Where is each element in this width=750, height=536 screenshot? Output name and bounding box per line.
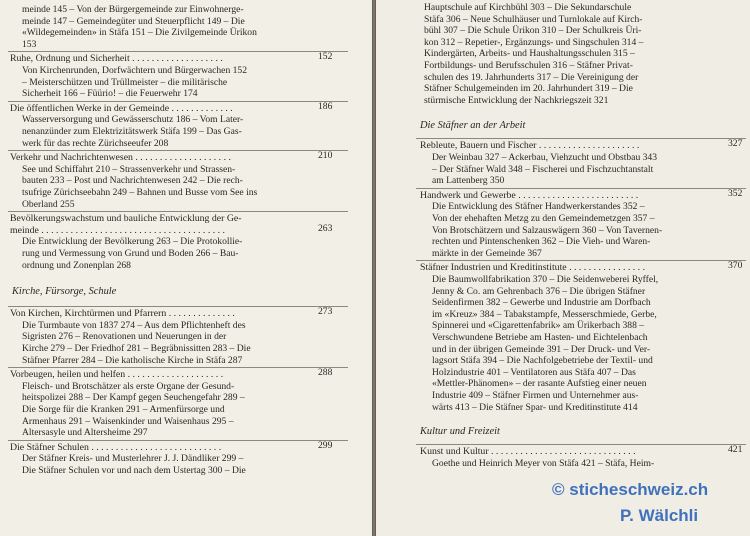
watermark-line-2: P. Wälchli (620, 506, 699, 525)
entry-subline: Der Stäfner Kreis- und Musterlehrer J. J. Dändliker 299 – (22, 453, 244, 465)
entry-subline: werk für das rechte Zürichseeufer 208 (22, 137, 169, 149)
entry-subline: Die Entwicklung des Stäfner Handwerkerstandes 352 – (432, 201, 645, 213)
entry-subline: Von Brotschätzern und Salzauswägern 360 – Von Tavernen- (432, 224, 663, 236)
section-title: Kirche, Fürsorge, Schule (12, 286, 117, 298)
entry-subline: Die Baumwollfabrikation 370 – Die Seidenweberei Ryffel, (432, 274, 659, 285)
entry-rule (416, 260, 746, 261)
entry-subline: Der Weinbau 327 – Ackerbau, Viehzucht und Obstbau 343 (432, 152, 658, 163)
entry-rule (416, 188, 746, 189)
section-title: Kultur und Freizeit (420, 426, 500, 438)
entry-subline: – Meisterschützen und Trüllmeister – die militärische (22, 76, 228, 88)
entry-page-number: 299 (318, 439, 333, 451)
entry-subline: See und Schiffahrt 210 – Strassenverkehr und Strassen- (22, 163, 236, 175)
entry-rule (416, 138, 746, 139)
intro-line: Stäfner Schulgemeinden im 20. Jahrhundert 319 – Die (424, 83, 633, 95)
entry-subline: Fleisch- und Brotschätzer als erste Organe der Gesund- (22, 380, 235, 392)
entry-subline: Spinnerei und «Cigarettenfabrik» am Ürikerbach 388 – (432, 320, 645, 332)
entry-subline: Die Sorge für die Kranken 291 – Armenfürsorge und (22, 404, 225, 415)
entry-subline: Industrie 409 – Stäfner Firmen und Unternehmer aus- (432, 390, 639, 401)
entry-heading-cont: meinde . . . . . . . . . . . . . . . . . . . . . . . . . . . . . . . . . . . . . . (10, 224, 225, 236)
entry-page-number: 210 (318, 150, 333, 162)
entry-subline: lagsort Stäfa 394 – Die Nachfolgebetriebe der Textil- und (432, 355, 653, 367)
entry-subline: Die Stäfner Schulen vor und nach dem Ustertag 300 – Die (22, 465, 246, 476)
entry-subline: Kirche 279 – Der Friedhof 281 – Begräbnissitten 283 – Die (22, 343, 251, 354)
intro-line: «Wildegemeinden» in Stäfa 151 – Die Zivilgemeinde Ürikon (22, 27, 257, 39)
entry-subline: Verschwundene Betriebe am Hasten- und Eichtelenbach (432, 332, 648, 343)
entry-subline: Von Kirchenrunden, Dorfwächtern und Bürgerwachen 152 (22, 65, 248, 76)
entry-page-number: 327 (728, 138, 743, 150)
entry-rule (8, 101, 348, 102)
entry-subline: nenanzünder zum Elektrizitätswerk Stäfa 199 – Das Gas- (22, 126, 242, 137)
entry-subline: wärts 413 – Die Stäfner Spar- und Kreditinstitute 414 (432, 401, 638, 413)
entry-subline: Sicherheit 166 – Füürio! – die Feuerwehr 174 (22, 88, 198, 100)
intro-line: meinde 145 – Von der Bürgergemeinde zur Einwohnerge- (22, 4, 244, 15)
intro-line: stürmische Entwicklung der Nachkriegszeit 321 (424, 94, 609, 106)
entry-heading: Handwerk und Gewerbe . . . . . . . . . . . . . . . . . . . . . . . . . (420, 189, 639, 201)
intro-line: bühl 307 – Die Schule Ürikon 310 – Der Schulkreis Üri- (424, 25, 642, 37)
entry-heading: Vorbeugen, heilen und helfen . . . . . . . . . . . . . . . . . . . . (10, 369, 224, 381)
entry-heading: Die öffentlichen Werke in der Gemeinde . . . . . . . . . . . . . (10, 102, 233, 114)
entry-heading: Ruhe, Ordnung und Sicherheit . . . . . . . . . . . . . . . . . . . (10, 53, 223, 65)
entry-subline: Die Entwicklung der Bevölkerung 263 – Die Protokollie- (22, 236, 243, 248)
entry-heading: Von Kirchen, Kirchtürmen und Pfarrern . . . . . . . . . . . . . . (10, 308, 235, 320)
entry-subline: Holzindustrie 401 – Ventilatoren aus Stäfa 407 – Das (432, 366, 636, 378)
entry-rule (8, 51, 348, 52)
entry-page-number: 421 (728, 444, 743, 456)
entry-rule (8, 150, 348, 151)
entry-subline: bauten 233 – Post und Nachrichtenwesen 242 – Die rech- (22, 175, 243, 187)
intro-line: meinde 147 – Gemeindegüter und Steuerpflicht 149 – Die (22, 15, 245, 27)
entry-subline: ordnung und Zonenplan 268 (22, 259, 131, 271)
entry-subline: Jenny & Co. am Gehrenbach 376 – Die übrigen Stäfner (432, 285, 646, 297)
entry-subline: – Der Stäfner Wald 348 – Fischerei und Fischzuchtanstalt (432, 163, 654, 175)
entry-page-number: 273 (318, 306, 333, 318)
entry-heading: Kunst und Kultur . . . . . . . . . . . . . . . . . . . . . . . . . . . . . . (420, 446, 636, 458)
entry-subline: Stäfner Pfarrer 284 – Die katholische Kirche in Stäfa 287 (22, 354, 243, 366)
entry-subline: rechten und Pintenschenken 362 – Die Vieh- und Waren- (432, 236, 651, 248)
entry-heading: Rebleute, Bauern und Fischer . . . . . . . . . . . . . . . . . . . . . (420, 140, 640, 152)
entry-subline: am Lattenberg 350 (432, 175, 505, 187)
watermark-line-1: © sticheschweiz.ch (552, 480, 709, 499)
entry-subline: Oberland 255 (22, 198, 75, 210)
entry-page-number: 152 (318, 51, 333, 63)
entry-subline: Seidenfirmen 382 – Gewerbe und Industrie am Dorfbach (432, 297, 651, 309)
intro-line: Kindergärten, Arbeits- und Haushaltungsschulen 315 – (424, 48, 635, 60)
entry-rule (8, 211, 348, 212)
intro-line: 153 (22, 38, 37, 50)
intro-line: Fortbildungs- und Berufsschulen 316 – Stäfner Privat- (424, 60, 633, 71)
intro-line: Hauptschule auf Kirchbühl 303 – Die Sekundarschule (424, 2, 632, 13)
entry-subline: tsufrige Zürichseebahn 249 – Bahnen und Busse vom See ins (22, 187, 258, 198)
entry-subline: Armenhaus 291 – Waisenkinder und Waisenhaus 295 – (22, 415, 234, 427)
entry-heading: Stäfner Industrien und Kreditinstitute . . . . . . . . . . . . . . . . (420, 262, 646, 274)
entry-subline: Die Turmbaute von 1837 274 – Aus dem Pflichtenheft des (22, 319, 246, 331)
entry-subline: und in der übrigen Gemeinde 391 – Der Druck- und Ver- (432, 343, 651, 355)
entry-subline: märkte in der Gemeinde 367 (432, 247, 542, 259)
entry-rule (8, 440, 348, 441)
entry-heading: Verkehr und Nachrichtenwesen . . . . . . . . . . . . . . . . . . . . (10, 152, 231, 164)
entry-subline: Von der ehehaften Metzg zu den Gemeindemetzgen 357 – (432, 213, 655, 224)
entry-rule (8, 367, 348, 368)
entry-subline: Altersasyle und Altersheime 297 (22, 427, 148, 439)
intro-line: schulen des 19. Jahrhunderts 317 – Die Vereinigung der (424, 71, 639, 83)
intro-line: kon 312 – Repetier-, Ergänzungs- und Singschulen 314 – (424, 36, 644, 48)
entry-heading: Die Stäfner Schulen . . . . . . . . . . . . . . . . . . . . . . . . . . . (10, 441, 222, 453)
entry-page-number: 370 (728, 260, 743, 272)
entry-page-number: 288 (318, 367, 333, 379)
entry-subline: rung und Vermessung von Grund und Boden 266 – Bau- (22, 248, 239, 259)
entry-subline: im «Kreuz» 384 – Tabakstampfe, Messerschmiede, Gerbe, (432, 308, 657, 320)
entry-page-number: 352 (728, 187, 743, 199)
entry-subline: heitspolizei 288 – Der Kampf gegen Seuchengefahr 289 – (22, 392, 245, 404)
entry-subline: Wasserversorgung und Gewässerschutz 186 – Vom Later- (22, 114, 244, 126)
entry-rule (416, 444, 746, 445)
section-title: Die Stäfner an der Arbeit (420, 120, 526, 132)
entry-heading: Bevölkerungswachstum und bauliche Entwicklung der Ge- (10, 213, 242, 225)
entry-page-number: 186 (318, 100, 333, 112)
entry-subline: Goethe und Heinrich Meyer von Stäfa 421 – Stäfa, Heim- (432, 457, 655, 469)
intro-line: Stäfa 306 – Neue Schulhäuser und Turnlokale auf Kirch- (424, 13, 643, 25)
right-page (376, 0, 750, 536)
entry-subline: Sigristen 276 – Renovationen und Neuerungen in der (22, 331, 227, 343)
entry-rule (8, 306, 348, 307)
entry-subline: «Mettler-Phänomen» – der rasante Aufstieg einer neuen (432, 378, 647, 390)
entry-page-number: 263 (318, 222, 333, 234)
left-page (0, 0, 372, 536)
